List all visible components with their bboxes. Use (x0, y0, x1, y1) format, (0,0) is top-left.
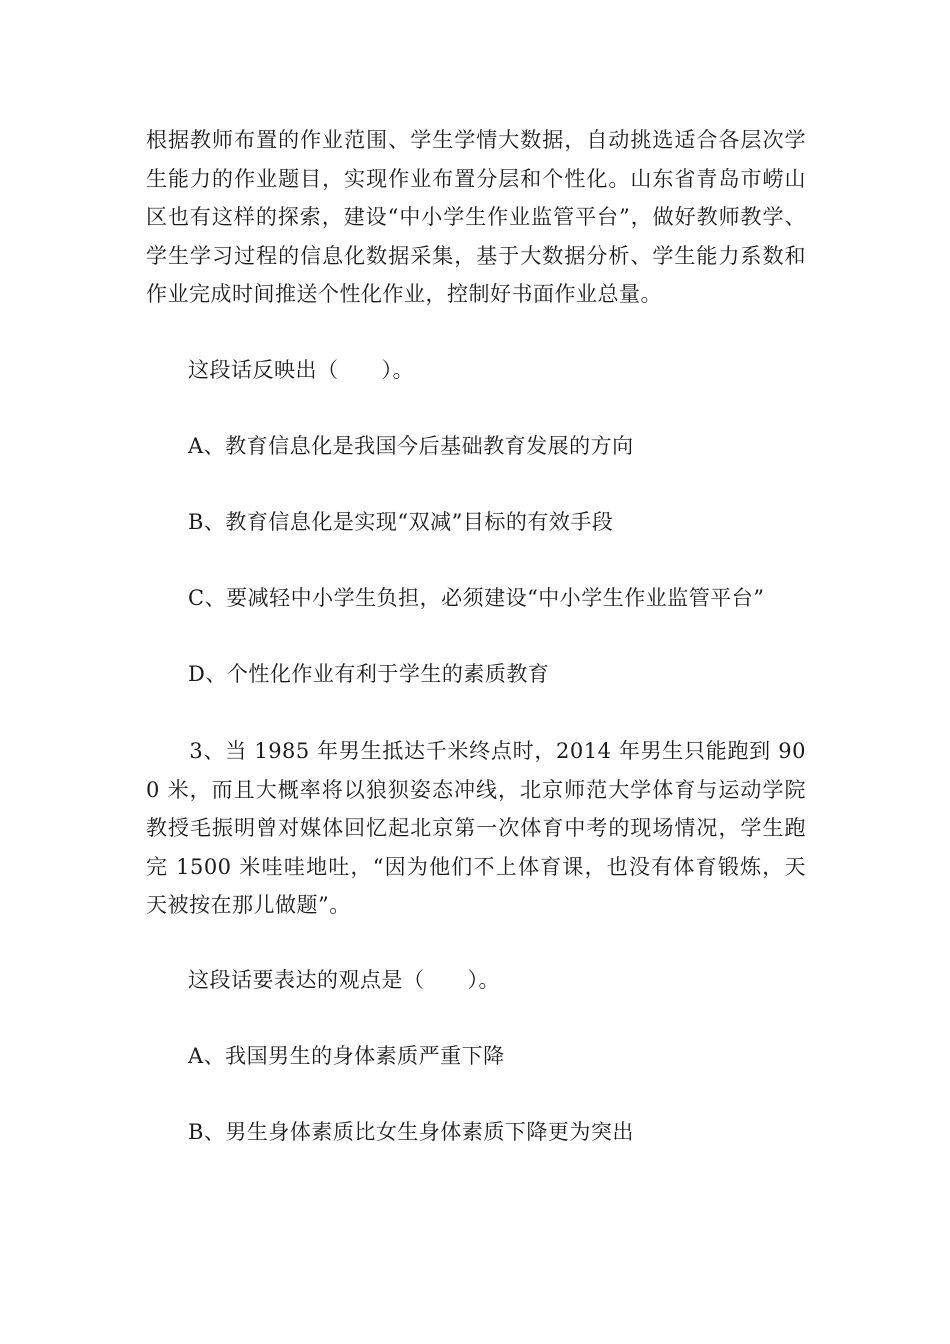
question-3-stem: 这段话要表达的观点是（ ）。 (188, 968, 500, 992)
question-2-option-d: D、个性化作业有利于学生的素质教育 (188, 662, 550, 686)
question-2-option-a: A、教育信息化是我国今后基础教育发展的方向 (188, 434, 634, 458)
question-3-passage: 3、当 1985 年男生抵达千米终点时，2014 年男生只能跑到 900 米，而且大概率将以狼狈姿态冲线，北京师范大学体育与运动学院教授毛振明曾对媒体回忆起北京第一次体育中考的现场情况，学生跑完 1500 米哇哇地吐，“因为他们不上体育课，也没有体育锻炼，天天被按在那儿做题”。 (146, 739, 806, 918)
question-2-stem: 这段话反映出（ ）。 (188, 358, 414, 382)
question-2-option-c: C、要减轻中小学生负担，必须建设“中小学生作业监管平台” (188, 586, 765, 610)
question-3-option-a: A、我国男生的身体素质严重下降 (188, 1044, 505, 1068)
passage-paragraph-1: 根据教师布置的作业范围、学生学情大数据，自动挑选适合各层次学生能力的作业题目，实现作业布置分层和个性化。山东省青岛市崂山区也有这样的探索，建设“中小学生作业监管平台”，做好教师教学、学生学习过程的信息化数据采集，基于大数据分析、学生能力系数和作业完成时间推送个性化作业，控制好书面作业总量。 (146, 128, 806, 307)
question-2-option-b: B、教育信息化是实现“双减”目标的有效手段 (188, 510, 614, 534)
question-3-option-b: B、男生身体素质比女生身体素质下降更为突出 (188, 1120, 634, 1144)
